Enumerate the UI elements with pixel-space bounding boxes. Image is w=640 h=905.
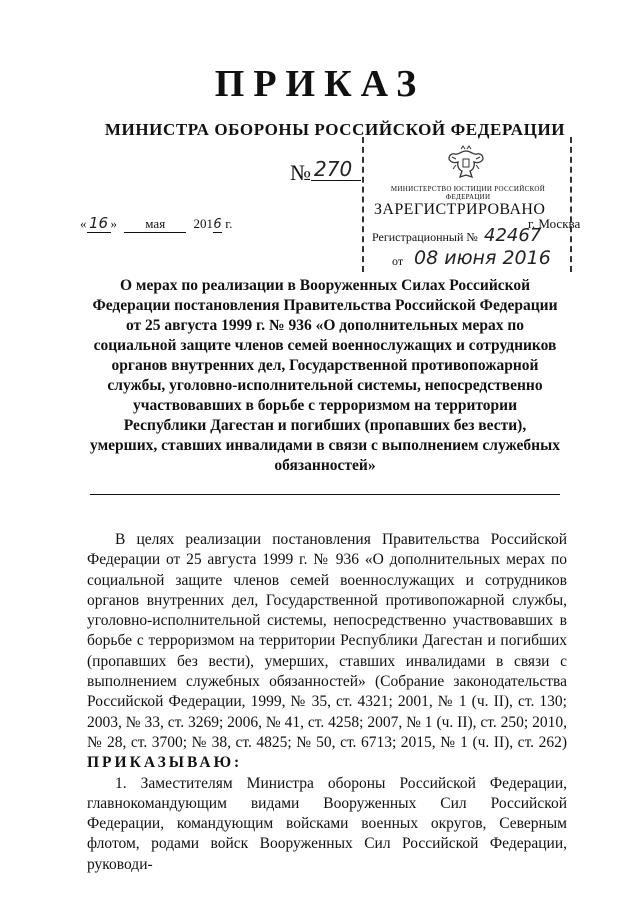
- stamp-date-prefix: от: [392, 254, 404, 268]
- document-city: г. Москва: [528, 216, 581, 231]
- heading-rule: [90, 494, 560, 495]
- stamp-reg-date: 08 июня 2016: [414, 247, 551, 269]
- stamp-reg-number: 42467: [484, 225, 542, 246]
- date-close-quote: »: [110, 216, 117, 231]
- document-issuer: МИНИСТРА ОБОРОНЫ РОССИЙСКОЙ ФЕДЕРАЦИИ: [104, 120, 566, 139]
- document-body: [87, 530, 567, 875]
- document-heading: О мерах по реализации в Вооруженных Силах Российской Федерации постановления Правительства Российской Федерации от 25 августа 1999 г. № 936 «О дополнительных мерах по социальной защите членов семей военнослужащих и сотрудников органов внутренних дел, Государственной противопожарной службы, уголовно-исполнительной системы, непосредственно участвовавших в борьбе с терроризмом на территории Республики Дагестан и погибших (пропавших без вести), умерших, ставших инвалидами в связи с выполнением служебных обязанностей»: [90, 277, 560, 474]
- document-title: ПРИКАЗ: [214, 63, 426, 105]
- date-year-prefix: 201: [193, 216, 213, 231]
- order-number-value: 270: [314, 157, 353, 181]
- double-headed-eagle-emblem: [446, 145, 486, 183]
- stamp-left-border: [362, 137, 364, 272]
- date-year-digit: 6: [213, 217, 222, 232]
- registration-stamp: [362, 137, 572, 272]
- stamp-ministry: МИНИСТЕРСТВО ЮСТИЦИИ РОССИЙСКОЙ ФЕДЕРАЦИИ: [390, 185, 546, 201]
- order-number-label: №: [290, 160, 311, 185]
- body-paragraph-2: 1. Заместителям Министра обороны Российской Федерации, главнокомандующим видами Вооруженных Сил Российской Федерации, командующим войсками военных округов, Северным флотом, родами войск Вооруженных Сил Российской Федерации, руководи-: [87, 774, 567, 873]
- order-date: [80, 214, 232, 233]
- order-number-underline: [311, 180, 361, 181]
- date-day: 16: [87, 214, 111, 233]
- stamp-reg-number-label: Регистрационный №: [372, 230, 478, 244]
- stamp-right-border: [570, 137, 572, 272]
- order-word: ПРИКАЗЫВАЮ:: [87, 754, 243, 772]
- date-year-suffix: г.: [222, 216, 233, 231]
- date-open-quote: «: [80, 216, 87, 231]
- stamp-registered: ЗАРЕГИСТРИРОВАНО: [374, 201, 546, 218]
- date-month: мая: [124, 216, 186, 233]
- paragraph-1-text: В целях реализации постановления Правительства Российской Федерации от 25 августа 1999 г. № 936 «О дополнительных мерах по социальной защите членов семей военнослужащих и сотрудников органов внутренних дел, Государственной противопожарной службы, уголовно-исполнительной системы, непосредственно участвовавших в борьбе с терроризмом на территории Республики Дагестан и погибших (пропавших без вести), умерших, ставших инвалидами в связи с выполнением служебных обязанностей» (Собрание законодательства Российской Федерации, 1999, № 35, ст. 4321; 2001, № 1 (ч. II), ст. 130; 2003, № 33, ст. 3269; 2006, № 41, ст. 4258; 2007, № 1 (ч. II), ст. 250; 2010, № 28, ст. 3700; № 38, ст. 4825; № 50, ст. 6713; 2015, № 1 (ч. II), ст. 262): [87, 531, 567, 751]
- body-paragraph-1: [87, 530, 567, 774]
